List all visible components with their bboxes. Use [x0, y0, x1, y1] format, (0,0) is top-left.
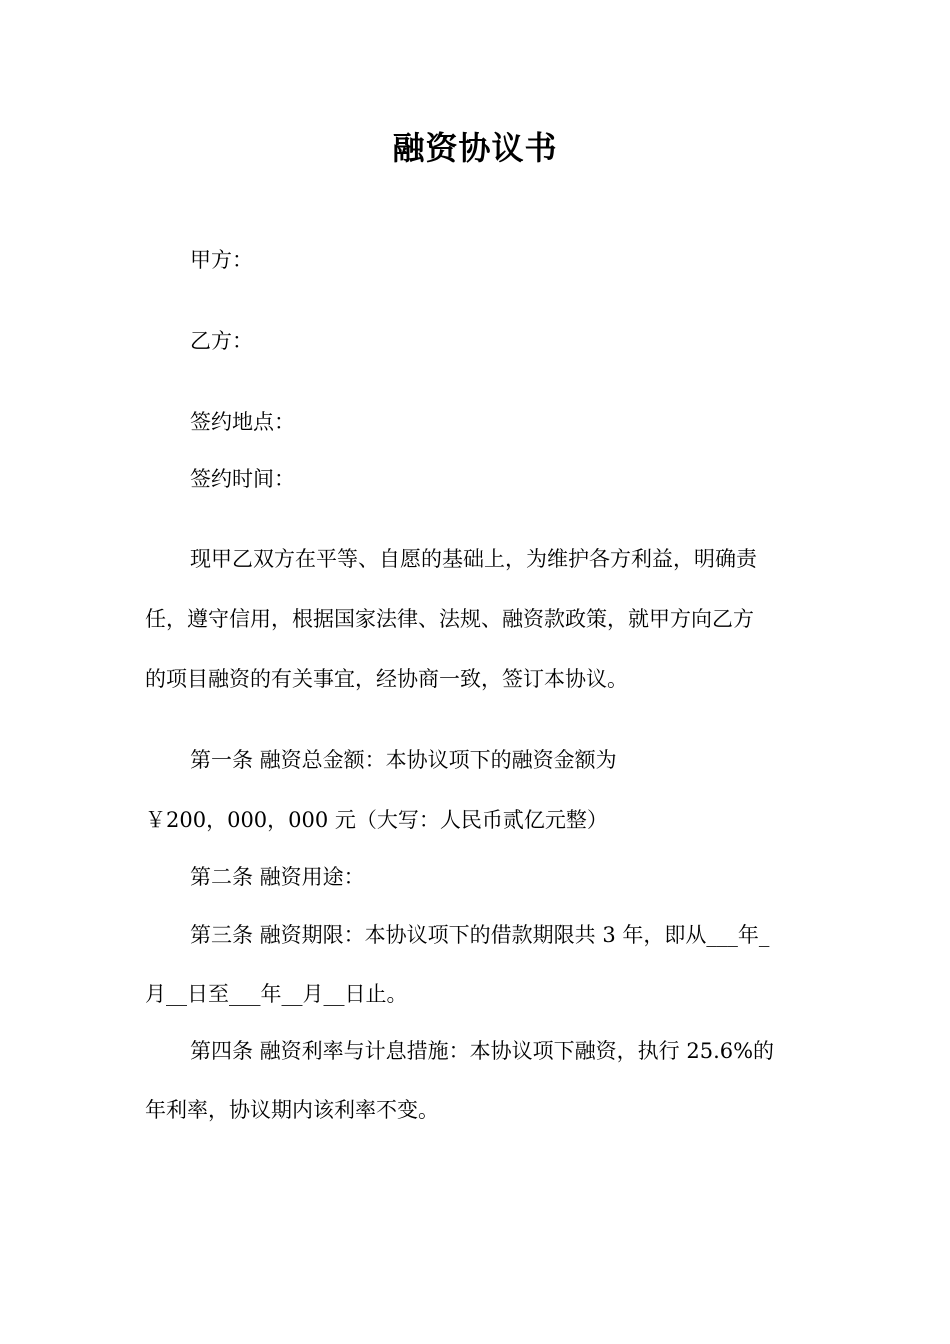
- article-2-line: 第二条 融资用途：: [190, 865, 365, 889]
- party-b-label: 乙方：: [190, 329, 253, 353]
- article-1-line: ￥200，000，000 元（大写：人民币贰亿元整）: [145, 808, 608, 832]
- party-a-label: 甲方：: [190, 248, 253, 272]
- article-3-line: 第三条 融资期限：本协议项下的借款期限共 3 年，即从___年_: [190, 923, 770, 947]
- preamble-line: 任，遵守信用，根据国家法律、法规、融资款政策，就甲方向乙方: [145, 607, 754, 631]
- sign-place-label: 签约地点：: [190, 410, 295, 434]
- article-3-line: 月__日至___年__月__日止。: [145, 982, 408, 1006]
- document-title: 融资协议书: [392, 129, 558, 167]
- article-4-line: 年利率，协议期内该利率不变。: [145, 1098, 439, 1122]
- preamble-line: 的项目融资的有关事宜，经协商一致，签订本协议。: [145, 667, 628, 691]
- article-4-line: 第四条 融资利率与计息措施：本协议项下融资，执行 25.6%的: [190, 1039, 775, 1063]
- article-1-line: 第一条 融资总金额：本协议项下的融资金额为: [190, 748, 617, 772]
- preamble-line: 现甲乙双方在平等、自愿的基础上，为维护各方利益，明确责: [190, 547, 757, 571]
- sign-time-label: 签约时间：: [190, 467, 295, 491]
